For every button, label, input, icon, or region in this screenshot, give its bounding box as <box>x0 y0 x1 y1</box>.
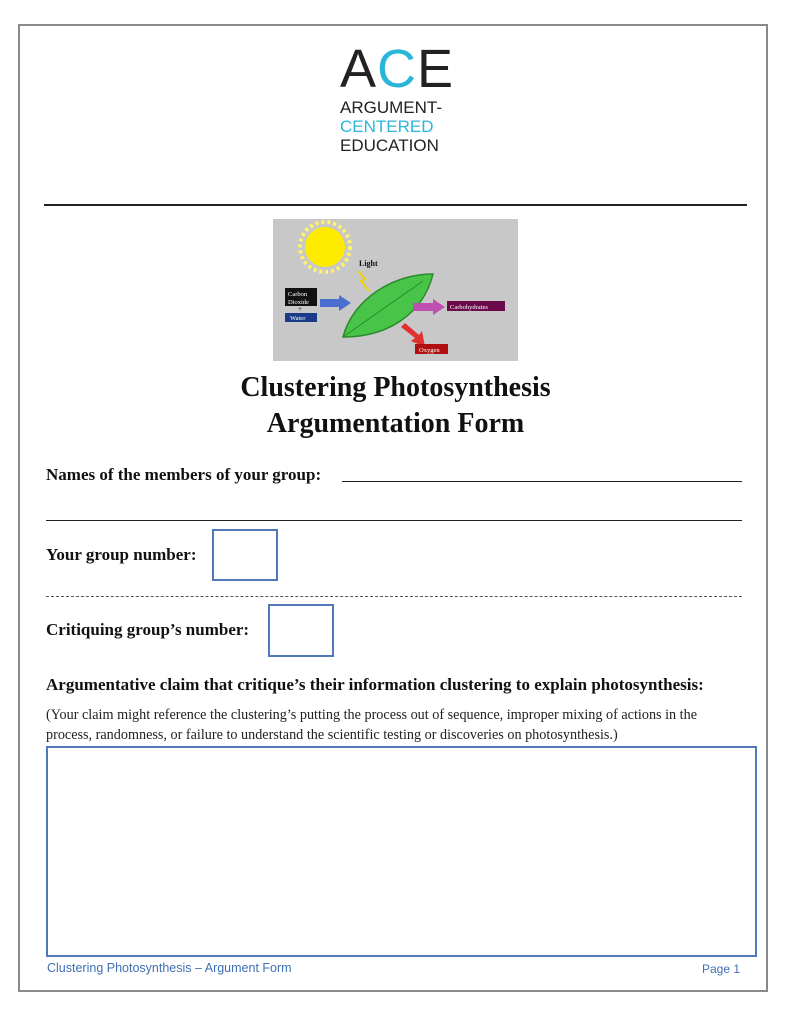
critiquing-group-number-box[interactable] <box>268 604 334 657</box>
carbon-label: Carbon <box>288 291 308 298</box>
claim-instructions: (Your claim might reference the clustering’s putting the process out of sequence, improper mixing of actions in the process, randomness, or failure to understand the scientific testing or discoveries on photosynthesis.) <box>46 707 698 743</box>
oxygen-label: Oxygen <box>419 347 440 354</box>
photosynthesis-diagram <box>273 219 518 361</box>
logo-line-argument: ARGUMENT- <box>340 98 442 117</box>
names-input-line-2[interactable] <box>46 520 742 521</box>
logo-line-centered: CENTERED <box>340 117 434 136</box>
carbohydrates-label: Carbohydrates <box>450 304 488 311</box>
claim-heading: Argumentative claim that critique’s their information clustering to explain photosynthesis: <box>46 675 704 694</box>
claim-answer-box[interactable] <box>46 746 757 957</box>
section-dashed-divider <box>46 596 742 597</box>
group-number-label: Your group number: <box>46 545 197 564</box>
plus-label: + <box>298 305 302 313</box>
critiquing-group-label: Critiquing group’s number: <box>46 620 250 639</box>
logo-line-education: EDUCATION <box>340 136 439 155</box>
ace-wordmark: ACE <box>340 39 455 99</box>
header-divider <box>44 204 747 206</box>
group-number-box[interactable] <box>212 529 278 581</box>
water-label: Water <box>290 315 306 322</box>
page-title-line2: Argumentation Form <box>266 408 525 439</box>
dioxide-label: Dioxide <box>288 299 309 306</box>
page-title-line1: Clustering Photosynthesis <box>240 372 551 403</box>
ace-logo <box>340 39 455 170</box>
footer-document-title: Clustering Photosynthesis – Argument Form <box>47 961 292 975</box>
names-input-line[interactable] <box>342 481 742 482</box>
footer-page-number: Page 1 <box>702 962 741 976</box>
names-label: Names of the members of your group: <box>46 465 322 484</box>
light-label: Light <box>359 259 378 268</box>
